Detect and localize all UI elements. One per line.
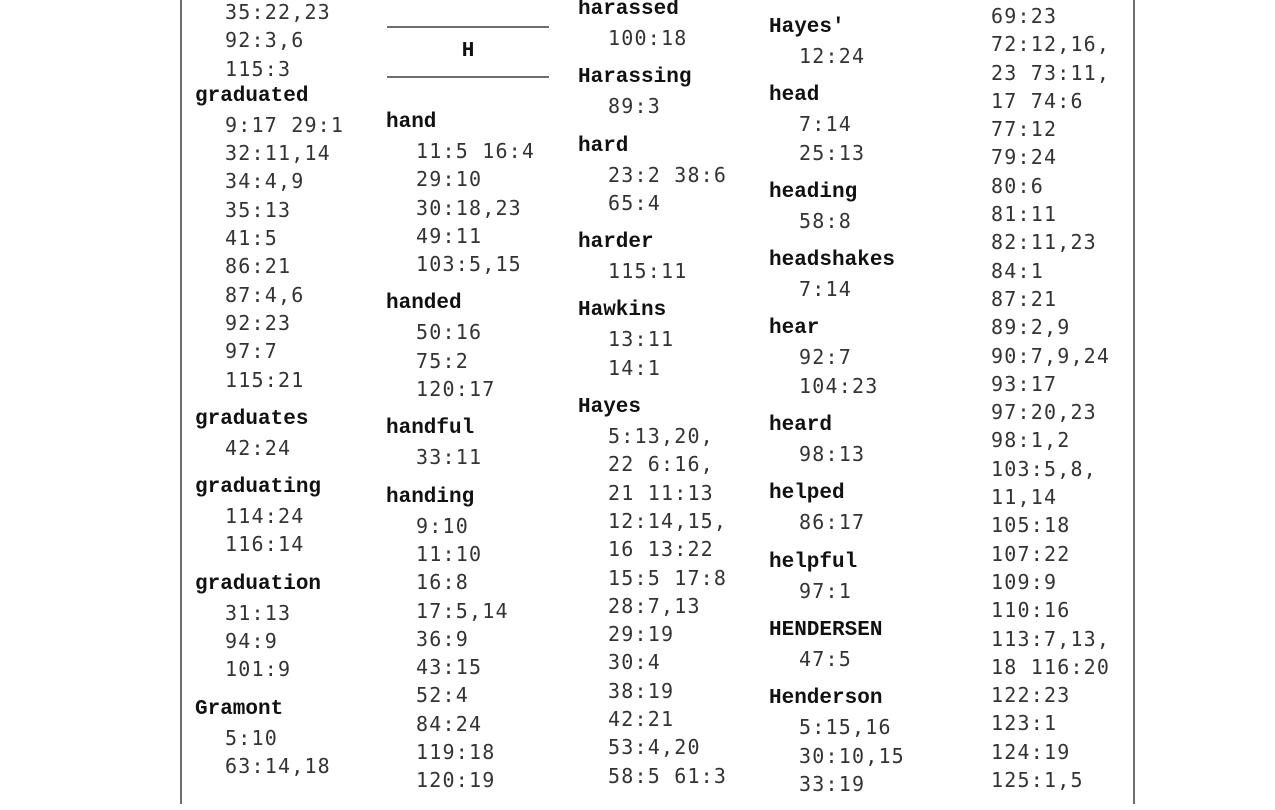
- entry-spacer: [195, 684, 344, 696]
- page-reference: 92:7: [799, 345, 852, 370]
- page-reference: 25:13: [799, 140, 866, 165]
- page-reference: 119:18: [416, 740, 496, 765]
- index-entry: [578, 133, 727, 230]
- page-reference: 75:2: [416, 348, 469, 373]
- index-term: helpful: [769, 550, 858, 574]
- index-entry: [769, 247, 905, 315]
- page-reference: 9:10: [416, 513, 469, 538]
- page-reference: 97:20,23: [991, 400, 1097, 425]
- reference-list: [769, 508, 905, 536]
- page-reference: 105:18: [991, 513, 1071, 538]
- index-term: helped: [769, 482, 845, 506]
- reference-list: [578, 325, 727, 382]
- page-reference: 30:18,23: [416, 195, 522, 220]
- page-reference: 21 11:13: [608, 480, 714, 505]
- page-reference: 103:5,15: [416, 252, 522, 277]
- page-reference: 5:10: [225, 725, 278, 750]
- reference-list: [578, 24, 727, 52]
- page-reference: 89:3: [608, 94, 661, 119]
- page-reference: 89:2,9: [991, 315, 1071, 340]
- entry-spacer: [769, 235, 905, 247]
- entry-spacer: [769, 400, 905, 412]
- reference-list: [195, 111, 344, 394]
- page-reference: 23:2 38:6: [608, 162, 728, 187]
- index-entry: [386, 290, 535, 415]
- reference-list: [386, 443, 535, 471]
- page-reference: 30:10,15: [799, 743, 905, 768]
- entry-spacer: [769, 303, 905, 315]
- index-entry: [769, 549, 905, 617]
- page-reference: 15:5 17:8: [608, 565, 728, 590]
- reference-list: [386, 137, 535, 278]
- index-term: handed: [386, 292, 462, 316]
- index-term: graduation: [195, 572, 322, 596]
- page-reference: 42:24: [225, 435, 292, 460]
- entry-spacer: [578, 52, 727, 64]
- page-reference: 12:24: [799, 44, 866, 68]
- page-reference: 38:19: [608, 678, 675, 703]
- index-entry: [769, 685, 905, 810]
- page-reference: 100:18: [608, 26, 688, 50]
- index-term: harder: [578, 231, 654, 255]
- index-entry: [578, 64, 727, 132]
- page-reference: 17 74:6: [991, 88, 1084, 113]
- entry-spacer: [386, 403, 535, 415]
- reference-list: [195, 599, 344, 684]
- page-reference: 113:7,13,: [991, 626, 1111, 651]
- page-reference: 9:17 29:1: [225, 112, 345, 137]
- page-reference: 92:23: [225, 310, 292, 335]
- reference-list: [769, 343, 905, 400]
- index-term: hard: [578, 134, 629, 158]
- page-reference: 84:1: [991, 258, 1044, 283]
- page-reference: 35:22,23: [225, 0, 331, 24]
- page-reference: 124:19: [991, 739, 1071, 764]
- page-reference: 58:5 61:3: [608, 763, 728, 788]
- continued-references: [195, 0, 344, 83]
- entry-spacer: [195, 462, 344, 474]
- index-term: Gramont: [195, 697, 284, 721]
- page-reference: 47:5: [799, 646, 852, 671]
- page-reference: 28:7,13: [608, 593, 701, 618]
- reference-list: [769, 713, 905, 798]
- page-reference: 123:1: [991, 711, 1058, 736]
- entry-spacer: [769, 468, 905, 480]
- page-reference: 35:13: [225, 197, 292, 222]
- reference-list: [769, 440, 905, 468]
- page-reference: 69:23: [991, 4, 1058, 28]
- page-reference: 98:1,2: [991, 428, 1071, 453]
- index-entry: [769, 14, 905, 82]
- entry-spacer: [386, 795, 535, 807]
- page-reference: 87:4,6: [225, 282, 305, 307]
- index-column-2: [386, 109, 535, 807]
- index-entry: [386, 484, 535, 807]
- page-reference: 11,14: [991, 485, 1058, 510]
- page-reference: 80:6: [991, 173, 1044, 198]
- index-term: Harassing: [578, 66, 692, 90]
- index-entry: [386, 415, 535, 483]
- page-reference: 93:17: [991, 371, 1058, 396]
- index-entry: [578, 0, 727, 64]
- page-reference: 97:1: [799, 578, 852, 603]
- page-reference: 92:3,6: [225, 28, 305, 53]
- index-entry: [195, 474, 344, 571]
- entry-spacer: [578, 790, 727, 802]
- reference-list: [195, 434, 344, 462]
- page-reference: 11:5 16:4: [416, 139, 536, 163]
- page-reference: 115:3: [225, 56, 292, 81]
- page-reference: 31:13: [225, 600, 292, 625]
- page-reference: 82:11,23: [991, 230, 1097, 255]
- index-entry: [386, 109, 535, 290]
- page-reference: 120:19: [416, 768, 496, 793]
- page-reference: 86:17: [799, 510, 866, 535]
- index-column-4: [769, 14, 905, 810]
- page-reference: 7:14: [799, 277, 852, 302]
- page-reference: 5:13,20,: [608, 424, 714, 449]
- index-term: graduating: [195, 476, 322, 500]
- page-reference: 94:9: [225, 629, 278, 654]
- index-entry: [769, 315, 905, 412]
- index-term: Hayes: [578, 396, 642, 420]
- page-reference: 53:4,20: [608, 735, 701, 760]
- index-entry: [195, 696, 344, 793]
- page-reference: 34:4,9: [225, 169, 305, 194]
- reference-list: [769, 110, 905, 167]
- page-reference: 5:15,16: [799, 715, 892, 740]
- page-reference: 16:8: [416, 570, 469, 595]
- page-reference: 12:14,15,: [608, 508, 728, 533]
- page-reference: 33:19: [799, 771, 866, 796]
- page-reference: 110:16: [991, 598, 1071, 623]
- index-term: handing: [386, 485, 475, 509]
- page-reference: 79:24: [991, 145, 1058, 170]
- index-entry: [195, 83, 344, 406]
- index-term: handful: [386, 417, 475, 441]
- index-entry: [578, 297, 727, 394]
- page-reference: 42:21: [608, 707, 675, 732]
- page-reference: 22 6:16,: [608, 452, 714, 477]
- index-term: heard: [769, 414, 833, 438]
- reference-list: [578, 161, 727, 218]
- index-term: graduated: [195, 84, 309, 108]
- entry-spacer: [769, 673, 905, 685]
- page-reference: 72:12,16,: [991, 32, 1111, 57]
- page-reference: 52:4: [416, 683, 469, 708]
- page-reference: 115:21: [225, 367, 305, 392]
- page-reference: 84:24: [416, 711, 483, 736]
- index-term: Hawkins: [578, 299, 667, 323]
- continued-references: [961, 2, 1110, 794]
- entry-spacer: [769, 70, 905, 82]
- entry-spacer: [386, 278, 535, 290]
- entry-spacer: [578, 382, 727, 394]
- page-reference: 50:16: [416, 320, 483, 345]
- page-reference: 23 73:11,: [991, 60, 1111, 85]
- page-reference: 63:14,18: [225, 753, 331, 778]
- index-entry: [769, 617, 905, 685]
- entry-spacer: [386, 472, 535, 484]
- index-column-1: [195, 0, 344, 792]
- entry-spacer: [769, 167, 905, 179]
- reference-list: [195, 724, 344, 781]
- index-term: Hayes': [769, 16, 845, 39]
- entry-spacer: [195, 780, 344, 792]
- page-reference: 90:7,9,24: [991, 343, 1111, 368]
- index-column-5: [961, 2, 1110, 794]
- page-reference: 11:10: [416, 541, 483, 566]
- reference-list: [578, 257, 727, 285]
- entry-spacer: [195, 394, 344, 406]
- page-reference: 32:11,14: [225, 141, 331, 166]
- reference-list: [769, 645, 905, 673]
- index-term: harassed: [578, 0, 679, 21]
- page-reference: 49:11: [416, 223, 483, 248]
- page-reference: 116:14: [225, 532, 305, 557]
- index-entry: [195, 571, 344, 696]
- page-reference: 33:11: [416, 445, 483, 470]
- index-entry: [769, 179, 905, 247]
- page-reference: 43:15: [416, 655, 483, 680]
- page-reference: 58:8: [799, 208, 852, 233]
- page-reference: 29:19: [608, 622, 675, 647]
- entry-spacer: [578, 121, 727, 133]
- index-term: HENDERSEN: [769, 618, 883, 642]
- index-term: head: [769, 84, 820, 108]
- page-reference: 86:21: [225, 254, 292, 279]
- entry-spacer: [769, 537, 905, 549]
- index-term: Henderson: [769, 687, 883, 711]
- index-entry: [769, 480, 905, 548]
- index-entry: [769, 412, 905, 480]
- reference-list: [769, 275, 905, 303]
- reference-list: [769, 207, 905, 235]
- page-reference: 104:23: [799, 373, 879, 398]
- index-column-3: [578, 0, 727, 802]
- reference-list: [769, 577, 905, 605]
- page-reference: 103:5,8,: [991, 456, 1097, 481]
- page-reference: 101:9: [225, 657, 292, 682]
- index-entry: [769, 82, 905, 179]
- index-term: graduates: [195, 407, 309, 431]
- reference-list: [195, 502, 344, 559]
- page-reference: 30:4: [608, 650, 661, 675]
- page-reference: 65:4: [608, 190, 661, 215]
- page-reference: 16 13:22: [608, 537, 714, 562]
- page-reference: 41:5: [225, 226, 278, 251]
- page-reference: 18 116:20: [991, 654, 1111, 679]
- index-term: heading: [769, 180, 858, 204]
- page-reference: 36:9: [416, 626, 469, 651]
- index-term: hand: [386, 111, 437, 134]
- page-reference: 87:21: [991, 286, 1058, 311]
- reference-list: [578, 422, 727, 790]
- index-term: headshakes: [769, 249, 896, 273]
- reference-list: [386, 318, 535, 403]
- page-reference: 17:5,14: [416, 598, 509, 623]
- index-term: hear: [769, 317, 820, 341]
- page-reference: 97:7: [225, 339, 278, 364]
- page-reference: 115:11: [608, 259, 688, 284]
- letter-section-header: H: [387, 26, 549, 78]
- page-reference: 109:9: [991, 569, 1058, 594]
- entry-spacer: [578, 217, 727, 229]
- reference-list: [578, 92, 727, 120]
- page-reference: 14:1: [608, 355, 661, 380]
- page-reference: 98:13: [799, 442, 866, 467]
- page-reference: 7:14: [799, 112, 852, 137]
- page-reference: 122:23: [991, 683, 1071, 708]
- page-reference: 120:17: [416, 377, 496, 402]
- index-entry: [578, 229, 727, 297]
- reference-list: [386, 512, 535, 795]
- index-entry: [578, 394, 727, 802]
- page-reference: 114:24: [225, 504, 305, 529]
- page-reference: 81:11: [991, 202, 1058, 227]
- index-page: [180, 0, 1135, 804]
- page-reference: 77:12: [991, 117, 1058, 142]
- page-reference: 125:1,5: [991, 768, 1084, 793]
- page-reference: 29:10: [416, 167, 483, 192]
- reference-list: [769, 42, 905, 70]
- index-entry: [195, 406, 344, 474]
- entry-spacer: [769, 605, 905, 617]
- entry-spacer: [578, 285, 727, 297]
- page-reference: 13:11: [608, 327, 675, 352]
- page-reference: 107:22: [991, 541, 1071, 566]
- entry-spacer: [195, 559, 344, 571]
